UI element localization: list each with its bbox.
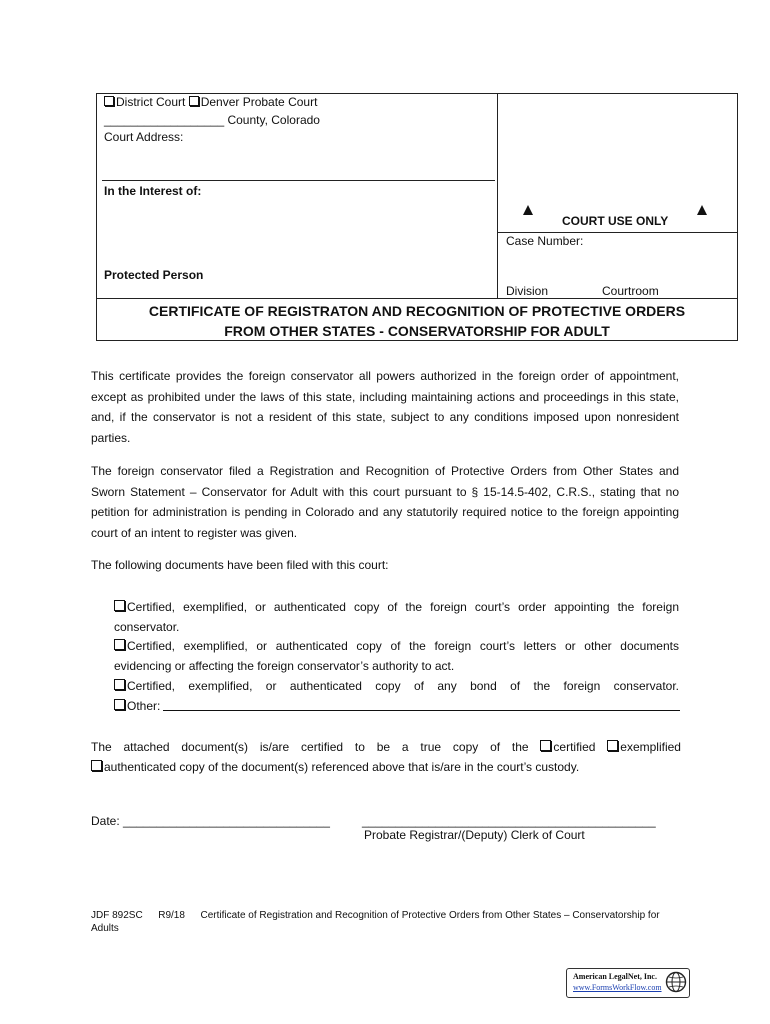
document-item-2	[114, 636, 679, 676]
authenticated-label: authenticated copy of the document(s) referenced above that is/are in the court’s custody.	[104, 760, 580, 774]
form-footer-title: Certificate of Registration and Recognition of Protective Orders from Other States – Conservatorship for	[200, 910, 660, 921]
form-footer-title-continued: Adults	[91, 923, 119, 934]
document-item-1-text: Certified, exemplified, or authenticated copy of the foreign court’s order appointing the foreign	[127, 600, 679, 614]
paragraph-documents-filed: The following documents have been filed with this court:	[91, 558, 389, 572]
document-item-1	[114, 597, 679, 637]
certification-statement	[91, 737, 681, 777]
document-item-3	[114, 676, 679, 696]
case-number-label: Case Number:	[506, 234, 584, 248]
vendor-url[interactable]: www.FormsWorkFlow.com	[573, 983, 662, 992]
paragraph-registration: The foreign conservator filed a Registration and Recognition of Protective Orders from Other States and Sworn Statement – Conservator for Adult with this court pursuant to § 15-14.5-402, C.R.S., stating that no petition for administration is pending in Colorado and any statutorily required notice to the foreign appointing court of an intent to register was given.	[91, 464, 679, 540]
signature-line[interactable]: ____________________________________________	[362, 814, 656, 828]
order-copy-checkbox[interactable]	[114, 600, 125, 611]
district-court-label: District Court	[116, 95, 186, 109]
county-line: __________________ County, Colorado	[104, 113, 320, 127]
title-rule	[96, 298, 738, 299]
vendor-logo	[566, 968, 690, 998]
court-use-rule	[497, 232, 738, 233]
other-checkbox[interactable]	[114, 699, 125, 710]
title-line-1: CERTIFICATE OF REGISTRATON AND RECOGNITION OF PROTECTIVE ORDERS	[148, 303, 686, 319]
court-use-only-label: COURT USE ONLY	[562, 214, 669, 228]
exemplified-checkbox[interactable]	[607, 740, 618, 751]
document-item-3-text: Certified, exemplified, or authenticated copy of any bond of the foreign conservator.	[127, 679, 679, 693]
exemplified-label: exemplified	[620, 740, 681, 754]
certified-checkbox[interactable]	[540, 740, 551, 751]
letters-copy-checkbox[interactable]	[114, 639, 125, 650]
authenticated-checkbox[interactable]	[91, 760, 102, 771]
courtroom-label: Courtroom	[602, 284, 659, 298]
clerk-label: Probate Registrar/(Deputy) Clerk of Court	[364, 828, 585, 842]
up-triangle-icon	[522, 204, 534, 216]
document-title	[96, 301, 738, 341]
document-item-2-text: Certified, exemplified, or authenticated copy of the foreign court’s letters or other documents	[127, 639, 679, 653]
document-item-1-continuation: conservator.	[114, 620, 180, 634]
date-field[interactable]: Date: _______________________________	[91, 814, 330, 828]
denver-probate-checkbox[interactable]	[189, 96, 199, 106]
court-selection	[104, 95, 317, 109]
court-address-label: Court Address:	[104, 130, 184, 144]
certified-label: certified	[553, 740, 596, 754]
up-triangle-icon	[696, 204, 708, 216]
document-item-2-continuation: evidencing or affecting the foreign conservator’s authority to act.	[114, 659, 455, 673]
title-line-2: FROM OTHER STATES - CONSERVATORSHIP FOR ADULT	[224, 323, 610, 339]
denver-probate-label: Denver Probate Court	[200, 95, 318, 109]
interest-rule	[102, 180, 495, 181]
other-label: Other:	[127, 699, 161, 713]
bond-copy-checkbox[interactable]	[114, 679, 125, 690]
interest-label: In the Interest of:	[104, 184, 202, 198]
globe-icon	[665, 971, 687, 993]
other-input-line[interactable]	[163, 710, 680, 711]
document-item-other	[114, 696, 680, 716]
division-label: Division	[506, 284, 549, 298]
district-court-checkbox[interactable]	[104, 96, 114, 106]
caption-divider	[497, 93, 498, 298]
paragraph-powers: This certificate provides the foreign conservator all powers authorized in the foreign order of appointment, except as prohibited under the laws of this state, including maintaining actions and proceedings in this state, and, if the conservator is not a resident of this state, subject to any conditions imposed upon nonresident parties.	[91, 369, 679, 445]
form-revision: R9/18	[158, 910, 185, 921]
vendor-name: American LegalNet, Inc.	[573, 972, 657, 981]
form-code: JDF 892SC	[91, 910, 143, 921]
protected-person-label: Protected Person	[104, 268, 204, 282]
certification-lead: The attached document(s) is/are certified to be a true copy of the	[91, 740, 529, 754]
form-footer	[91, 909, 681, 935]
